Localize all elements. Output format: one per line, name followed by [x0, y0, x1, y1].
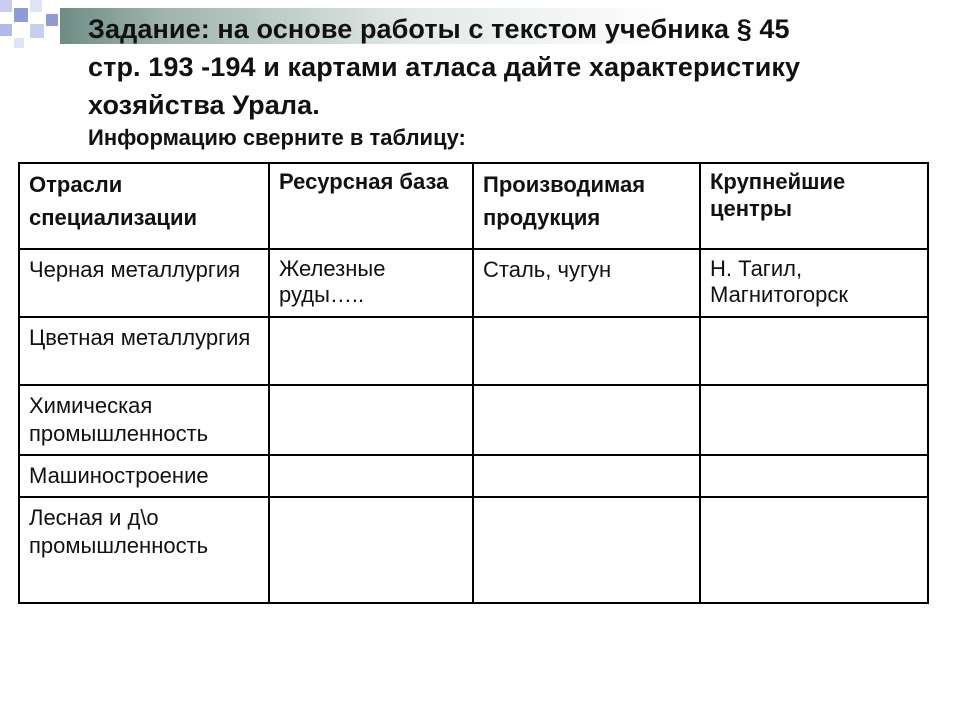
table-cell [700, 455, 928, 497]
cell-text: Лесная и д\о промышленность [29, 505, 209, 558]
heading-line-3: хозяйства Урала. [88, 90, 320, 120]
header-cell-sector [19, 163, 269, 249]
cell-text: Сталь, чугун [483, 257, 612, 282]
table-cell [700, 497, 928, 603]
heading-line-1: Задание: на основе работы с текстом учебника § 45 [88, 14, 790, 44]
table-cell [473, 455, 700, 497]
table-cell [473, 385, 700, 455]
economy-table [18, 162, 929, 604]
table-cell [700, 385, 928, 455]
table-cell [269, 497, 473, 603]
table-cell [269, 249, 473, 317]
decor-square [14, 38, 24, 48]
header-cell-resources [269, 163, 473, 249]
table-cell [473, 249, 700, 317]
decor-square [0, 24, 12, 36]
table-cell [19, 497, 269, 603]
table-cell [473, 497, 700, 603]
table-cell [269, 317, 473, 385]
cell-text: Железные руды….. [279, 256, 386, 307]
table-cell [19, 455, 269, 497]
table-cell [269, 455, 473, 497]
cell-text: Н. Тагил, Магнитогорск [710, 256, 848, 307]
decor-square [46, 14, 58, 26]
table-cell [700, 249, 928, 317]
decor-square [30, 24, 44, 38]
table-cell [473, 317, 700, 385]
table-row [19, 385, 928, 455]
table-cell [19, 385, 269, 455]
header-label: Производимая продукция [483, 172, 646, 230]
table-cell [700, 317, 928, 385]
header-cell-centers [700, 163, 928, 249]
table-header-row [19, 163, 928, 249]
table-cell [269, 385, 473, 455]
table-row [19, 249, 928, 317]
assignment-heading [88, 10, 938, 124]
cell-text: Цветная металлургия [29, 325, 251, 350]
table-row [19, 497, 928, 603]
table-row [19, 455, 928, 497]
decor-square [0, 0, 12, 12]
heading-line-2: стр. 193 -194 и картами атласа дайте характеристику [88, 52, 801, 82]
instruction-subheading: Информацию сверните в таблицу: [88, 125, 466, 150]
header-label: Крупнейшие центры [710, 169, 846, 221]
cell-text: Машиностроение [29, 463, 209, 488]
table-row [19, 317, 928, 385]
header-label: Отрасли специализации [29, 172, 197, 230]
decor-square [30, 0, 42, 12]
header-label: Ресурсная база [279, 169, 449, 194]
table-cell [19, 317, 269, 385]
header-cell-products [473, 163, 700, 249]
cell-text: Черная металлургия [29, 257, 241, 282]
decor-square [14, 8, 28, 22]
cell-text: Химическая промышленность [29, 393, 209, 446]
table-cell [19, 249, 269, 317]
